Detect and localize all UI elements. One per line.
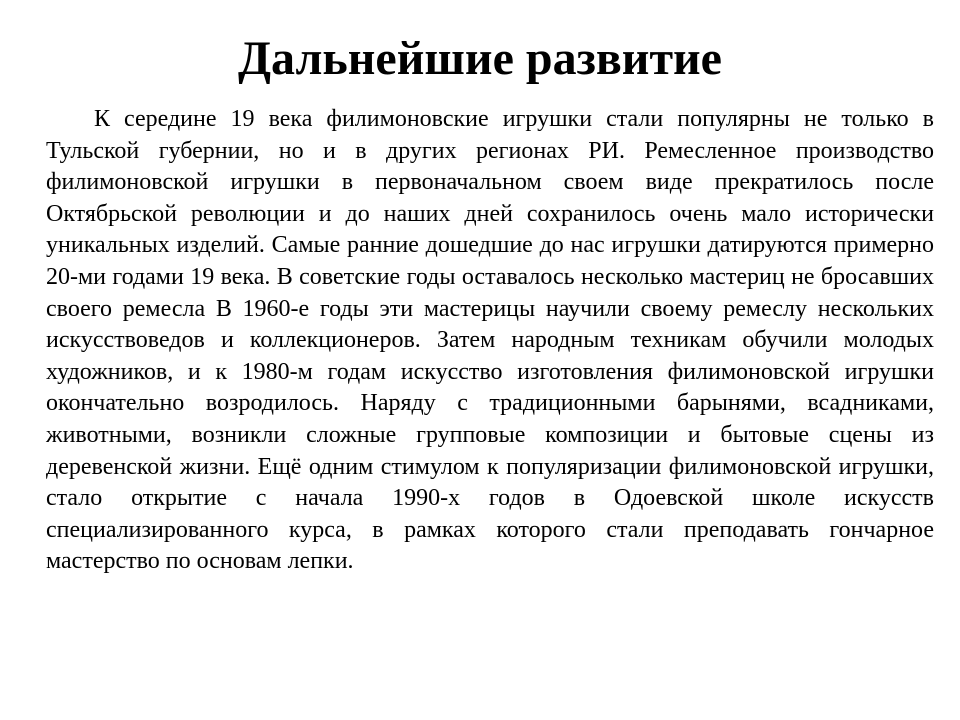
slide-title: Дальнейшие развитие [238,32,722,85]
slide-body-paragraph: К середине 19 века филимоновские игрушки стали популярны не только в Тульской губернии, но и в других регионах РИ. Ремесленное производство филимоновской игрушки в первоначальном своем виде прекратилось после Октябрьской революции и до наших дней сохранилось очень мало исторически уникальных изделий. Самые ранние дошедшие до нас игрушки датируются примерно 20-ми годами 19 века. В советские годы оставалось несколько мастериц не бросавших своего ремесла В 1960-е годы эти мастерицы научили своему ремеслу нескольких искусствоведов и коллекционеров. Затем народным техникам обучили молодых художников, и к 1980-м годам искусство изготовления филимоновской игрушки окончательно возродилось. Наряду с традиционными барынями, всадниками, животными, возникли сложные групповые композиции и бытовые сцены из деревенской жизни. Ещё одним стимулом к популяризации филимоновской игрушки, стало открытие с начала 1990-х годов в Одоевской школе искусств специализированного курса, в рамках которого стали преподавать гончарное мастерство по основам лепки. [46,106,934,575]
